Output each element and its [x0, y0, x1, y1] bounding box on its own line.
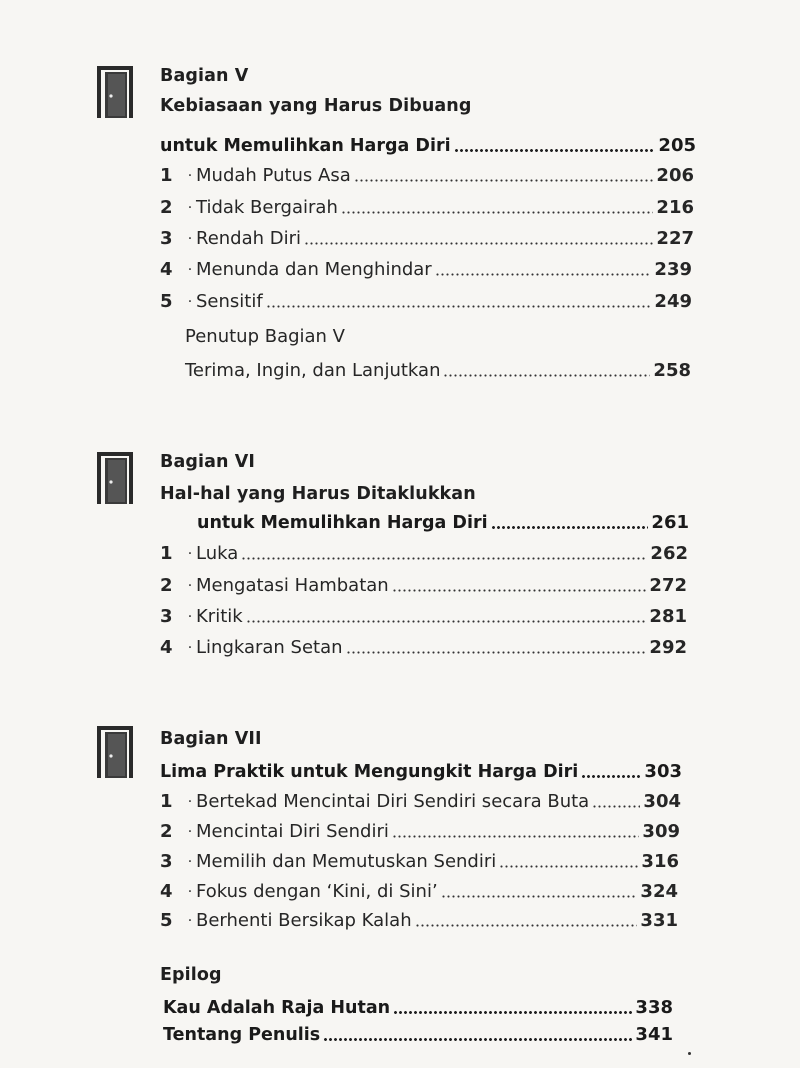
- dot-leader: [491, 526, 649, 529]
- toc-entry[interactable]: [160, 790, 681, 814]
- entry-number: 2: [160, 197, 173, 218]
- section-heading: Hal-hal yang Harus Ditaklukkan: [160, 484, 476, 504]
- toc-entry[interactable]: [160, 290, 692, 314]
- entry-title: Luka: [196, 543, 239, 564]
- page-number: 331: [640, 910, 678, 931]
- entry-number: 3: [160, 228, 173, 249]
- separator-dot: ·: [187, 854, 193, 870]
- entry-number: 4: [160, 881, 173, 902]
- entry-number: 3: [160, 851, 173, 872]
- entry-title: Kritik: [196, 606, 243, 627]
- section-label: Bagian V: [160, 66, 249, 86]
- page-number: 316: [641, 851, 679, 872]
- entry-title: untuk Memulihkan Harga Diri: [197, 513, 488, 533]
- toc-entry-closing[interactable]: [185, 359, 691, 383]
- door-icon: [97, 66, 133, 118]
- entry-number: 2: [160, 821, 173, 842]
- separator-dot: ·: [187, 546, 193, 562]
- toc-entry[interactable]: [160, 227, 694, 251]
- dot-leader: [592, 805, 640, 808]
- entry-title: Fokus dengan ‘Kini, di Sini’: [196, 881, 438, 902]
- page-number: 272: [649, 575, 687, 596]
- separator-dot: ·: [187, 231, 193, 247]
- entry-number: 4: [160, 637, 173, 658]
- dot-leader: [392, 589, 647, 592]
- entry-number: 2: [160, 575, 173, 596]
- separator-dot: ·: [187, 609, 193, 625]
- dot-leader: [581, 775, 641, 778]
- entry-number: 1: [160, 791, 173, 812]
- entry-number: 1: [160, 543, 173, 564]
- page-number: 281: [649, 606, 687, 627]
- separator-dot: ·: [187, 913, 193, 929]
- separator-dot: ·: [187, 294, 193, 310]
- entry-title: untuk Memulihkan Harga Diri: [160, 136, 451, 156]
- entry-title: Bertekad Mencintai Diri Sendiri secara Buta: [196, 791, 590, 812]
- dot-leader: [246, 620, 647, 623]
- entry-number: 1: [160, 165, 173, 186]
- separator-dot: ·: [187, 640, 193, 656]
- section-label: Epilog: [160, 965, 222, 985]
- toc-entry[interactable]: [160, 636, 687, 660]
- entry-title: Lingkaran Setan: [196, 637, 343, 658]
- entry-title: Tidak Bergairah: [196, 197, 338, 218]
- entry-title: Mudah Putus Asa: [196, 165, 351, 186]
- dot-leader: [354, 179, 654, 182]
- entry-number: 5: [160, 910, 173, 931]
- page-number: 239: [654, 259, 692, 280]
- page-number: 338: [635, 997, 673, 1018]
- toc-entry[interactable]: [163, 1023, 673, 1047]
- separator-dot: ·: [187, 824, 193, 840]
- door-icon: [97, 452, 133, 504]
- toc-entry[interactable]: [160, 542, 688, 566]
- entry-title: Lima Praktik untuk Mengungkit Harga Diri: [160, 762, 579, 782]
- dot-leader: [392, 835, 640, 838]
- page-number: 216: [656, 197, 694, 218]
- toc-entry[interactable]: [160, 850, 679, 874]
- page-number: 303: [644, 761, 682, 782]
- entry-title: Terima, Ingin, dan Lanjutkan: [185, 360, 441, 381]
- entry-title: Rendah Diri: [196, 228, 302, 249]
- toc-entry[interactable]: [163, 996, 673, 1020]
- dot-leader: [441, 895, 638, 898]
- entry-title: Mengatasi Hambatan: [196, 575, 389, 596]
- entry-title: Kau Adalah Raja Hutan: [163, 998, 391, 1018]
- entry-title: Sensitif: [196, 291, 263, 312]
- separator-dot: ·: [187, 200, 193, 216]
- print-speck: [688, 1052, 691, 1055]
- entry-title: Mencintai Diri Sendiri: [196, 821, 389, 842]
- dot-leader: [341, 211, 654, 214]
- page-number: 261: [651, 512, 689, 533]
- section-label: Bagian VII: [160, 729, 262, 749]
- toc-entry[interactable]: [160, 880, 678, 904]
- toc-entry-heading[interactable]: [160, 134, 696, 158]
- toc-entry[interactable]: [160, 909, 678, 933]
- dot-leader: [499, 865, 638, 868]
- dot-leader: [443, 374, 650, 377]
- section-label: Bagian VI: [160, 452, 255, 472]
- page-number: 249: [654, 291, 692, 312]
- separator-dot: ·: [187, 168, 193, 184]
- dot-leader: [323, 1038, 632, 1041]
- section-heading: Kebiasaan yang Harus Dibuang: [160, 96, 472, 116]
- page-number: 206: [656, 165, 694, 186]
- dot-leader: [435, 273, 652, 276]
- dot-leader: [393, 1011, 632, 1014]
- entry-title: Memilih dan Memutuskan Sendiri: [196, 851, 497, 872]
- toc-entry[interactable]: [160, 574, 687, 598]
- dot-leader: [266, 305, 652, 308]
- entry-number: 3: [160, 606, 173, 627]
- entry-title: Menunda dan Menghindar: [196, 259, 432, 280]
- page-number: 341: [635, 1024, 673, 1045]
- entry-number: 4: [160, 259, 173, 280]
- dot-leader: [346, 651, 647, 654]
- page-number: 324: [640, 881, 678, 902]
- separator-dot: ·: [187, 794, 193, 810]
- closing-label: Penutup Bagian V: [185, 326, 345, 347]
- entry-number: 5: [160, 291, 173, 312]
- page-number: 262: [650, 543, 688, 564]
- separator-dot: ·: [187, 262, 193, 278]
- toc-entry-heading[interactable]: [197, 511, 689, 535]
- page-number: 205: [658, 135, 696, 156]
- page-number: 292: [649, 637, 687, 658]
- toc-entry[interactable]: [160, 820, 680, 844]
- separator-dot: ·: [187, 884, 193, 900]
- toc-entry[interactable]: [160, 258, 692, 282]
- toc-entry[interactable]: [160, 164, 694, 188]
- dot-leader: [304, 242, 653, 245]
- dot-leader: [415, 924, 638, 927]
- toc-entry-heading[interactable]: [160, 760, 682, 784]
- toc-entry[interactable]: [160, 196, 694, 220]
- separator-dot: ·: [187, 578, 193, 594]
- door-icon: [97, 726, 133, 778]
- entry-title: Berhenti Bersikap Kalah: [196, 910, 412, 931]
- page-number: 309: [642, 821, 680, 842]
- page-number: 304: [643, 791, 681, 812]
- toc-entry[interactable]: [160, 605, 687, 629]
- entry-title: Tentang Penulis: [163, 1025, 321, 1045]
- page-number: 258: [653, 360, 691, 381]
- dot-leader: [241, 557, 647, 560]
- page-number: 227: [656, 228, 694, 249]
- dot-leader: [454, 149, 656, 152]
